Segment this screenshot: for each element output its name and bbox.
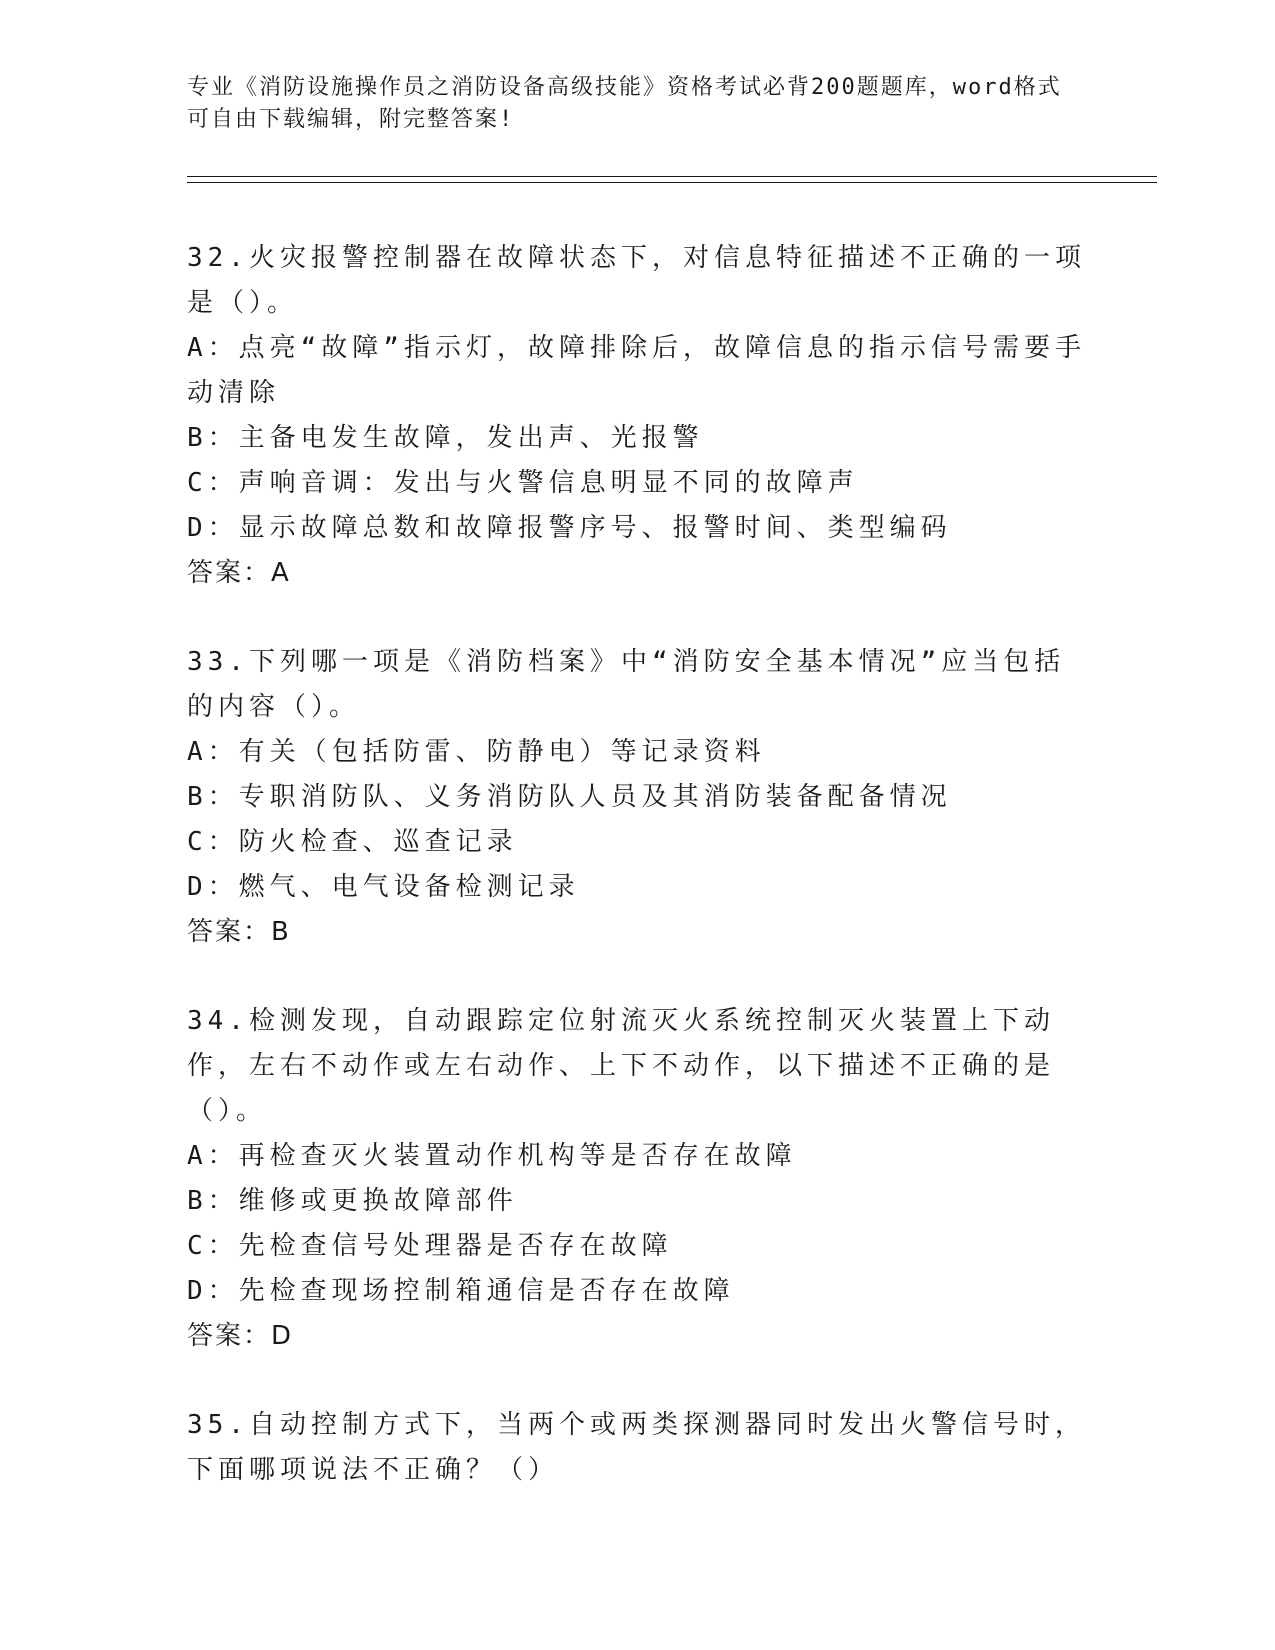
question-35 [187, 1403, 1087, 1493]
question-stem: 32.火灾报警控制器在故障状态下，对信息特征描述不正确的一项是（）。 [187, 243, 1086, 318]
header-divider-bottom [187, 182, 1157, 183]
option-b: B：专职消防队、义务消防队人员及其消防装备配备情况 [187, 782, 952, 812]
option-b: B：维修或更换故障部件 [187, 1186, 518, 1216]
question-list [187, 236, 1087, 1537]
question-33 [187, 640, 1087, 955]
question-stem: 35.自动控制方式下，当两个或两类探测器同时发出火警信号时，下面哪项说法不正确？（） [187, 1410, 1086, 1485]
document-intro: 专业《消防设施操作员之消防设备高级技能》资格考试必背200题题库，word格式可自由下载编辑，附完整答案! [187, 75, 1062, 132]
option-d: D：燃气、电气设备检测记录 [187, 872, 580, 902]
question-stem: 34.检测发现，自动跟踪定位射流灭火系统控制灭火装置上下动作，左右不动作或左右动作、上下不动作，以下描述不正确的是（）。 [187, 1006, 1056, 1126]
option-a: A：有关（包括防雷、防静电）等记录资料 [187, 737, 766, 767]
option-a: A：再检查灭火装置动作机构等是否存在故障 [187, 1141, 797, 1171]
option-a: A：点亮“故障”指示灯，故障排除后，故障信息的指示信号需要手动清除 [187, 333, 1086, 408]
option-b: B：主备电发生故障，发出声、光报警 [187, 423, 704, 453]
question-32 [187, 236, 1087, 596]
option-c: C：声响音调：发出与火警信息明显不同的故障声 [187, 468, 859, 498]
header-divider-top [187, 176, 1157, 177]
option-d: D：先检查现场控制箱通信是否存在故障 [187, 1276, 735, 1306]
answer-line: 答案：A [187, 558, 291, 588]
option-c: C：防火检查、巡查记录 [187, 827, 518, 857]
question-stem: 33.下列哪一项是《消防档案》中“消防安全基本情况”应当包括的内容（）。 [187, 647, 1066, 722]
option-c: C：先检查信号处理器是否存在故障 [187, 1231, 673, 1261]
option-d: D：显示故障总数和故障报警序号、报警时间、类型编码 [187, 513, 952, 543]
answer-line: 答案：D [187, 1321, 294, 1351]
question-34 [187, 999, 1087, 1359]
answer-line: 答案：B [187, 917, 291, 947]
